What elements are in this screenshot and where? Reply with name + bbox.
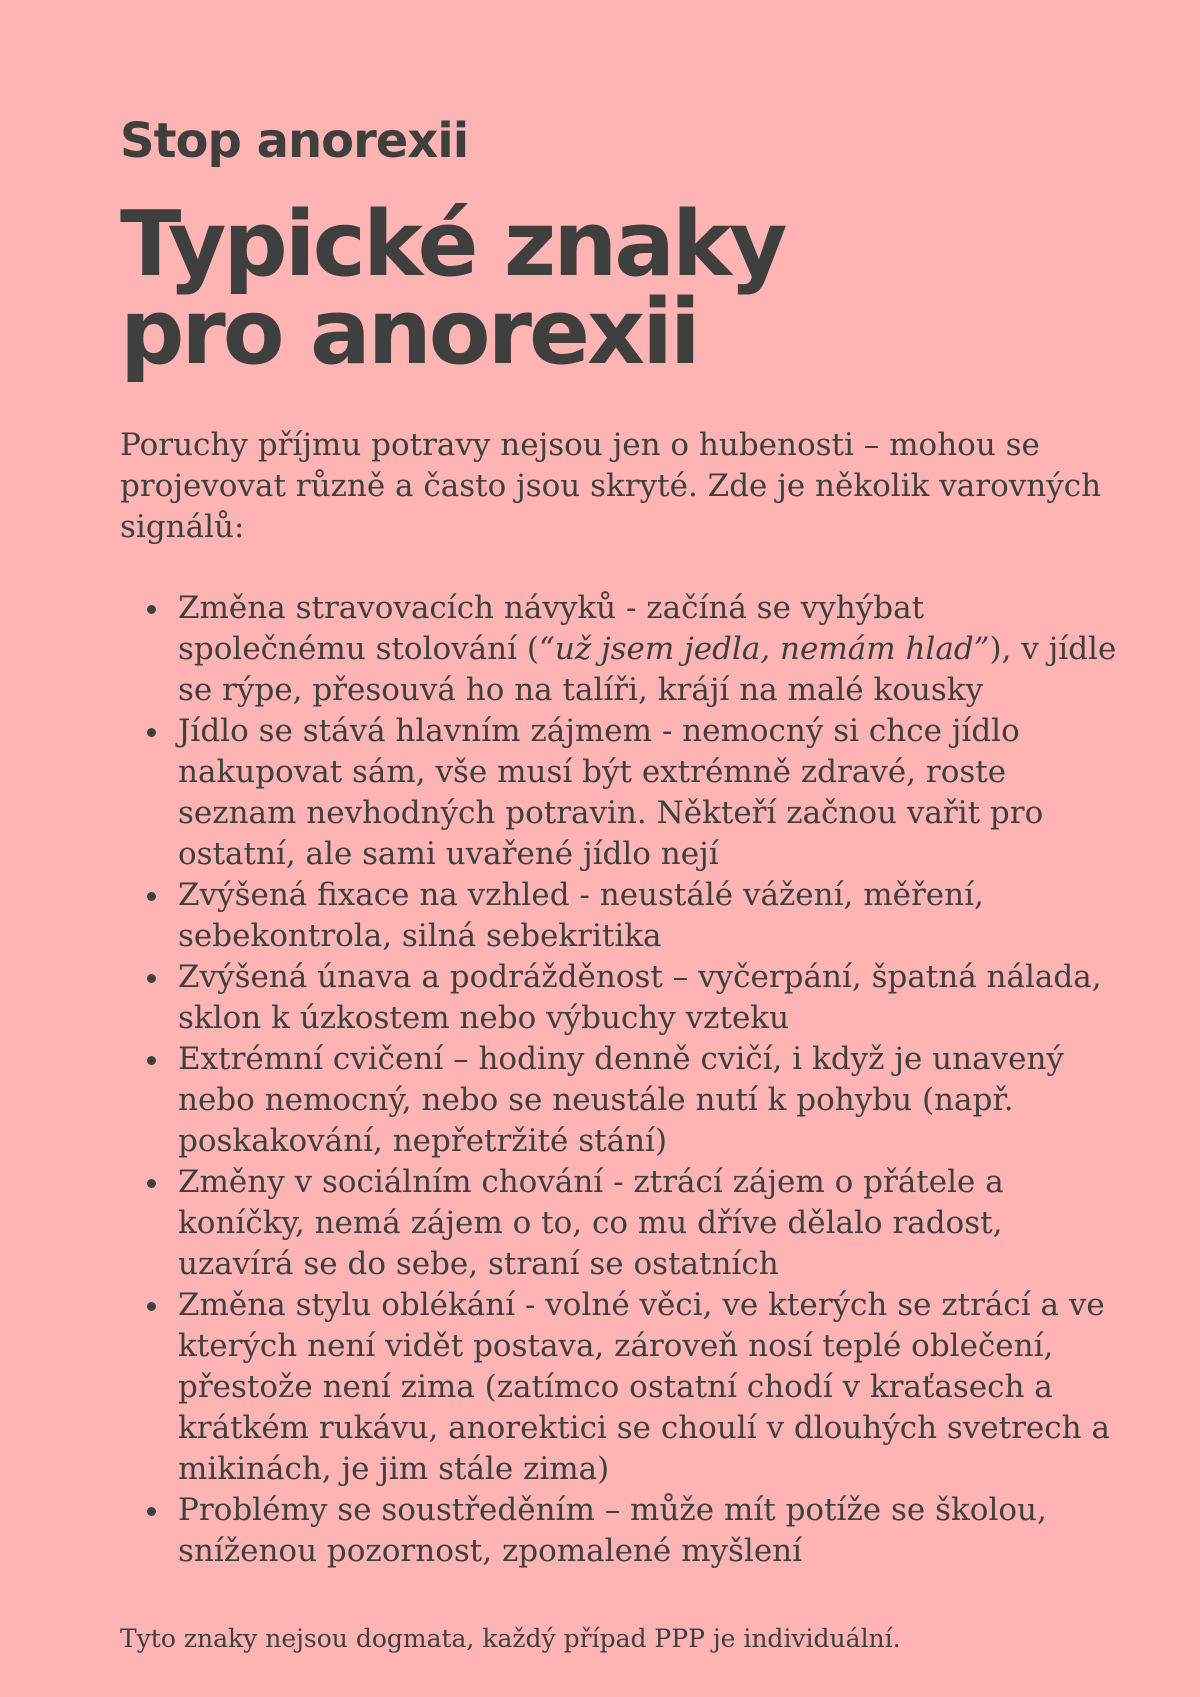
list-item: Zvýšená fixace na vzhled - neustálé vážení, měření, sebekontrola, silná sebekritika [178,875,1120,957]
list-item: Jídlo se stává hlavním zájmem - nemocný si chce jídlo nakupovat sám, vše musí být extrémně zdravé, roste seznam nevhodných potravin. Někteří začnou vařit pro ostatní, ale sami uvařené jídlo nejí [178,711,1120,875]
page-title-line-1: Typické znaky [120,192,785,297]
list-item: Zvýšená únava a podrážděnost – vyčerpání, špatná nálada, sklon k úzkostem nebo výbuchy vzteku [178,957,1120,1039]
page-title [120,192,1120,385]
list-item: Problémy se soustředěním – může mít potíže se školou, sníženou pozornost, zpomalené myšlení [178,1490,1120,1572]
list-item-quote: “už jsem jedla, nemám hlad” [539,631,990,667]
kicker-heading: Stop anorexii [120,113,469,169]
list-item-text-start: Změna stravovacích návyků - začíná se vyhýbat společnému stolování ( [178,590,925,667]
list-item: Změna stylu oblékání - volné věci, ve kterých se ztrácí a ve kterých není vidět postava, zároveň nosí teplé oblečení, přestože není zima (zatímco ostatní chodí v kraťasech a krátkém rukávu, anorektici se choulí v dlouhých svetrech a mikinách, je jim stále zima) [178,1285,1120,1490]
footer-note: Tyto znaky nejsou dogmata, každý případ PPP je individuální. [120,1624,901,1653]
list-item-text-end: ), v jídle se rýpe, přesouvá ho na talíři, krájí na malé kousky [178,631,1117,708]
list-item: Změny v sociálním chování - ztrácí zájem o přátele a koníčky, nemá zájem o to, co mu dříve dělalo radost, uzavírá se do sebe, straní se ostatních [178,1162,1120,1285]
list-item: Extrémní cvičení – hodiny denně cvičí, i když je unavený nebo nemocný, nebo se neustále nutí k pohybu (např. poskakování, nepřetržité stání) [178,1039,1120,1162]
warning-signs-list [120,588,1120,1572]
page-title-line-2: pro anorexii [120,280,698,385]
list-item [178,588,1120,711]
intro-paragraph: Poruchy příjmu potravy nejsou jen o hubenosti – mohou se projevovat různě a často jsou skryté. Zde je několik varovných signálů: [120,427,1102,545]
document-body [120,105,1120,1572]
